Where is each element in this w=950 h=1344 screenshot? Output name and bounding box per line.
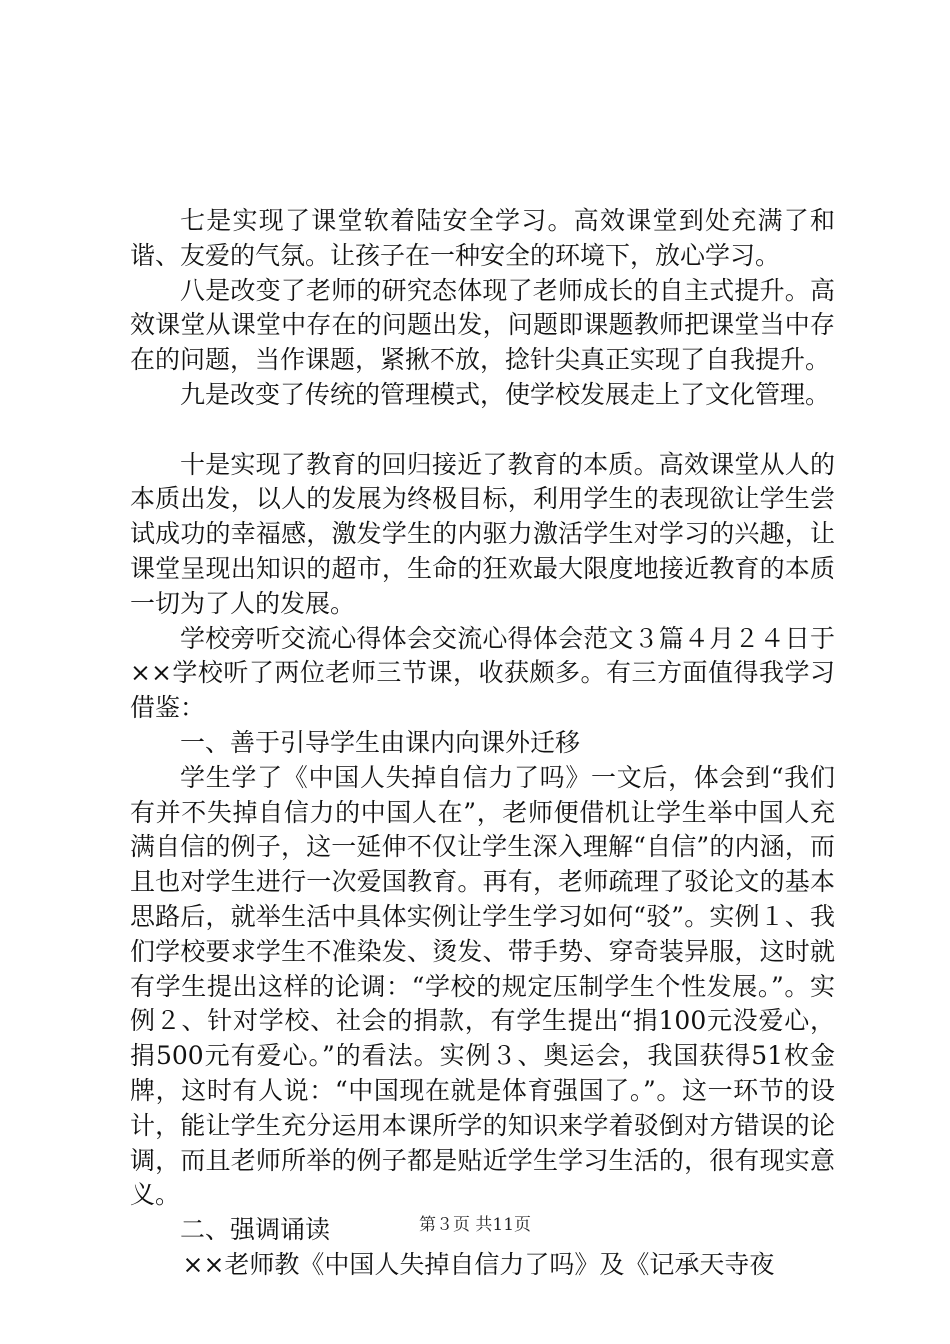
paragraph-eight: 八是改变了老师的研究态体现了老师成长的自主式提升。高效课堂从课堂中存在的问题出发，问题即课题教师把课堂当中存在的问题，当作课题，紧揪不放，捻针尖真正实现了自我提升。 [130, 275, 835, 375]
paragraph-section-one-body: 学生学了《中国人失掉自信力了吗》一文后，体会到“我们有并不失掉自信力的中国人在”，老师便借机让学生举中国人充满自信的例子，这一延伸不仅让学生深入理解“自信”的内涵，而且也对学生进行一次爱国教育。再有，老师疏理了驳论文的基本思路后，就举生活中具体实例让学生学习如何“驳”。实例１、我们学校要求学生不准染发、烫发、带手势、穿奇装异服，这时就有学生提出这样的论调：“学校的规定压制学生个性发展。”。实例２、针对学校、社会的捐款，有学生提出“捐100元没爱心，捐500元有爱心。”的看法。实例３、奥运会，我国获得51枚金牌，这时有人说：“中国现在就是体育强国了。”。这一环节的设计，能让学生充分运用本课所学的知识来学着驳倒对方错误的论调，而且老师所举的例子都是贴近学生学习生活的，很有现实意义。 [130, 762, 835, 1210]
paragraph-article-intro: 学校旁听交流心得体会交流心得体会范文３篇４月２４日于××学校听了两位老师三节课，收获颇多。有三方面值得我学习借鉴： [130, 623, 835, 723]
page-footer: 第３页 共11页 [418, 1215, 532, 1235]
document-body [130, 204, 835, 1283]
paragraph-section-two-body: ××老师教《中国人失掉自信力了吗》及《记承天寺夜 [182, 1249, 775, 1279]
paragraph-seven: 七是实现了课堂软着陆安全学习。高效课堂到处充满了和谐、友爱的气氛。让孩子在一种安全的环境下，放心学习。 [130, 206, 835, 270]
paragraph-ten: 十是实现了教育的回归接近了教育的本质。高效课堂从人的本质出发，以人的发展为终极目标，利用学生的表现欲让学生尝试成功的幸福感，激发学生的内驱力激活学生对学习的兴趣，让课堂呈现出知识的超市，生命的狂欢最大限度地接近教育的本质一切为了人的发展。 [130, 449, 835, 618]
section-heading-one: 一、善于引导学生由课内向课外迁移 [180, 727, 581, 757]
paragraph-nine: 九是改变了传统的管理模式，使学校发展走上了文化管理。 [180, 379, 831, 409]
section-heading-two: 二、强调诵读 [180, 1215, 331, 1245]
